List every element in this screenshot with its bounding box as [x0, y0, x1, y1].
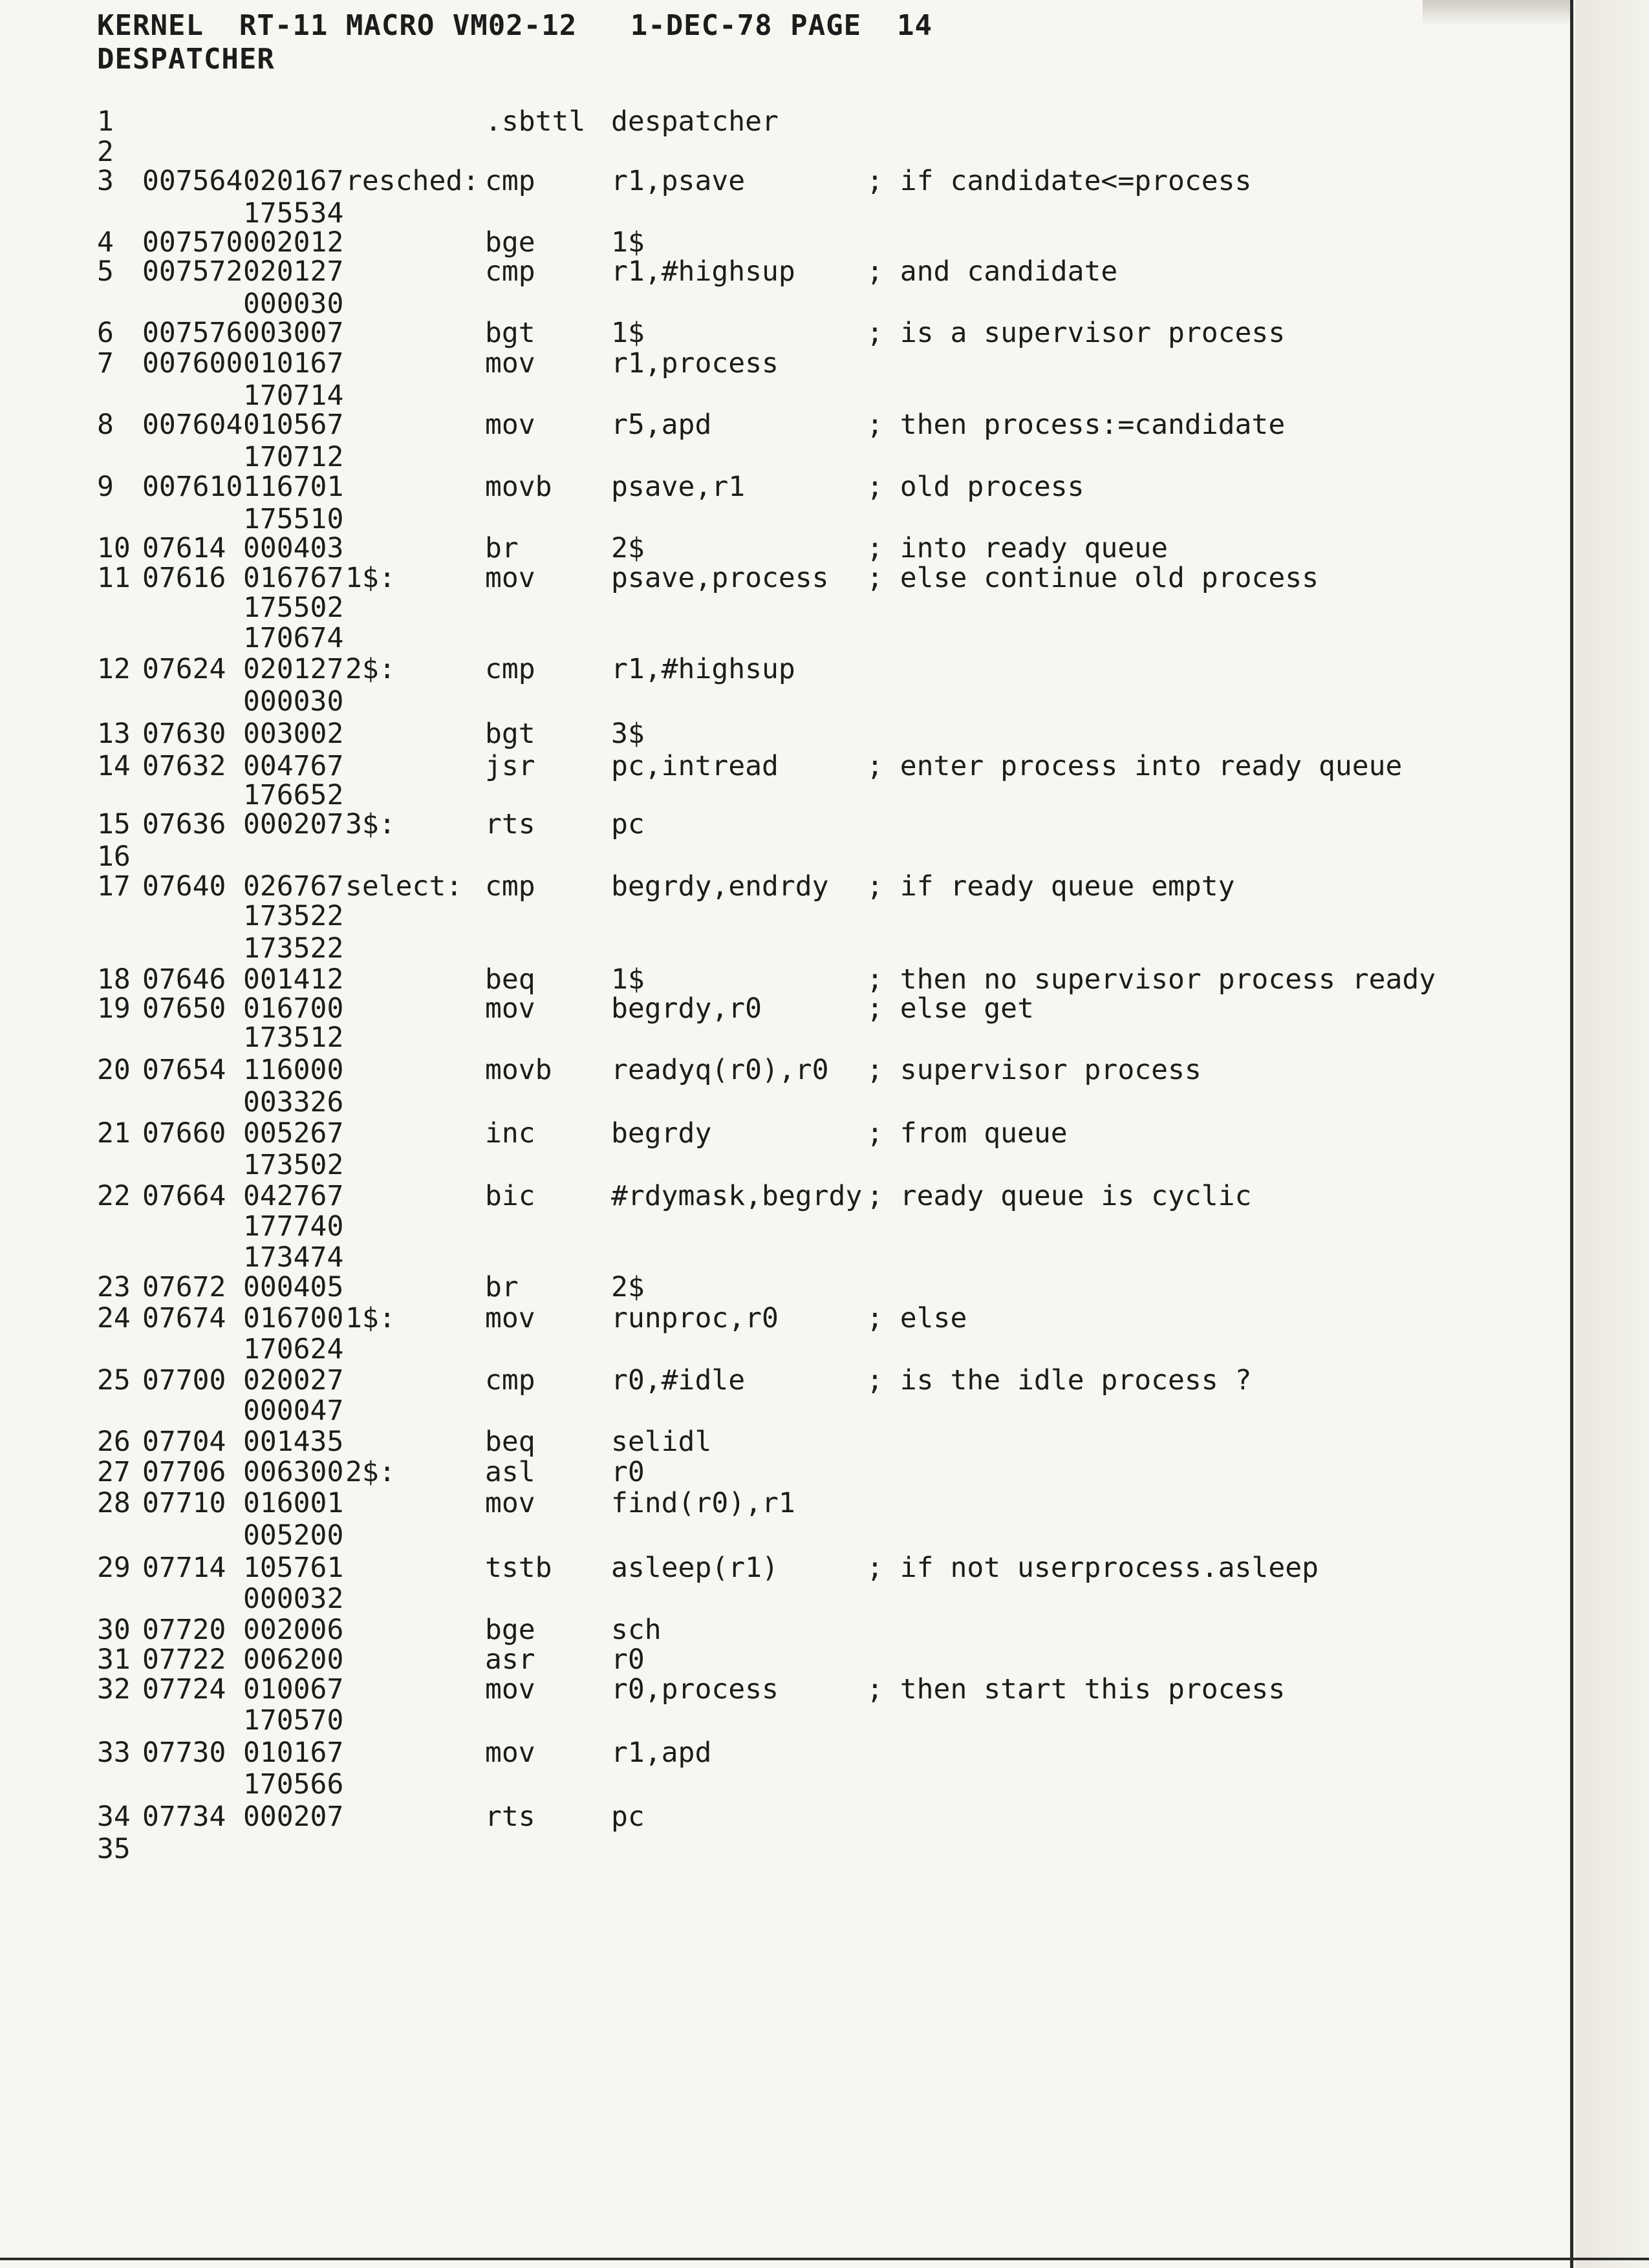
- operand: r1,#highsup: [611, 653, 795, 685]
- comment: ; from queue: [867, 1117, 1068, 1150]
- line-number: 22: [97, 1180, 131, 1212]
- line-number: 24: [97, 1302, 131, 1334]
- line-number: 4: [97, 226, 114, 259]
- operand: pc,intread: [611, 750, 779, 782]
- line-number: 25: [97, 1364, 131, 1396]
- opcode: bge: [485, 226, 535, 259]
- opcode: asr: [485, 1643, 535, 1676]
- address: 07614: [142, 532, 226, 564]
- operand: 1$: [611, 963, 645, 996]
- opcode: cmp: [485, 255, 535, 288]
- object-code: 177740: [243, 1210, 344, 1243]
- object-code: 173502: [243, 1149, 344, 1181]
- operand: psave,process: [611, 562, 829, 594]
- comment: ; if not userprocess.asleep: [867, 1552, 1319, 1584]
- comment: ; else get: [867, 992, 1034, 1025]
- address: 07650: [142, 992, 226, 1025]
- address: 007576: [142, 317, 243, 349]
- line-number: 3: [97, 165, 114, 197]
- address: 07654: [142, 1054, 226, 1086]
- line-number: 29: [97, 1552, 131, 1584]
- operand: readyq(r0),r0: [611, 1054, 829, 1086]
- opcode: mov: [485, 409, 535, 441]
- object-code: 170712: [243, 441, 344, 473]
- line-number: 8: [97, 409, 114, 441]
- line-number: 15: [97, 808, 131, 840]
- comment: ; else continue old process: [867, 562, 1319, 594]
- object-code: 173474: [243, 1241, 344, 1274]
- object-code: 170674: [243, 622, 344, 654]
- address: 007572: [142, 255, 243, 288]
- opcode: mov: [485, 992, 535, 1025]
- operand: r0,#idle: [611, 1364, 746, 1396]
- address: 07710: [142, 1487, 226, 1519]
- operand: 3$: [611, 718, 645, 750]
- object-code: 170570: [243, 1704, 344, 1737]
- object-code: 175502: [243, 592, 344, 624]
- opcode: movb: [485, 1054, 552, 1086]
- address: 07722: [142, 1643, 226, 1676]
- operand: r1,apd: [611, 1737, 712, 1769]
- operand: r0,process: [611, 1673, 779, 1706]
- address: 007564: [142, 165, 243, 197]
- object-code: 006200: [243, 1643, 344, 1676]
- comment: ; if candidate<=process: [867, 165, 1252, 197]
- address: 007600: [142, 347, 243, 380]
- object-code: 000403: [243, 532, 344, 564]
- operand: begrdy: [611, 1117, 712, 1150]
- opcode: br: [485, 532, 519, 564]
- line-number: 2: [97, 136, 114, 168]
- object-code: 026767: [243, 870, 344, 903]
- object-code: 175510: [243, 503, 344, 535]
- label: select:: [345, 870, 463, 903]
- operand: r5,apd: [611, 409, 712, 441]
- object-code: 116701: [243, 471, 344, 503]
- line-number: 1: [97, 105, 114, 138]
- address: 07632: [142, 750, 226, 782]
- object-code: 001412: [243, 963, 344, 996]
- operand: selidl: [611, 1426, 712, 1458]
- comment: ; and candidate: [867, 255, 1118, 288]
- operand: 1$: [611, 226, 645, 259]
- opcode: beq: [485, 1426, 535, 1458]
- comment: ; if ready queue empty: [867, 870, 1235, 903]
- object-code: 000030: [243, 685, 344, 718]
- object-code: 175534: [243, 197, 344, 230]
- object-code: 020027: [243, 1364, 344, 1396]
- comment: ; old process: [867, 471, 1084, 503]
- opcode: .sbttl: [485, 105, 586, 138]
- object-code: 005267: [243, 1117, 344, 1150]
- opcode: cmp: [485, 165, 535, 197]
- opcode: inc: [485, 1117, 535, 1150]
- line-number: 16: [97, 840, 131, 873]
- object-code: 016700: [243, 992, 344, 1025]
- scan-smudge: [1423, 0, 1570, 26]
- object-code: 010167: [243, 347, 344, 380]
- address: 07730: [142, 1737, 226, 1769]
- operand: psave,r1: [611, 471, 746, 503]
- label: 1$:: [345, 562, 396, 594]
- object-code: 000047: [243, 1395, 344, 1427]
- operand: pc: [611, 808, 645, 840]
- operand: asleep(r1): [611, 1552, 779, 1584]
- operand: 1$: [611, 317, 645, 349]
- line-number: 30: [97, 1614, 131, 1646]
- operand: r0: [611, 1643, 645, 1676]
- line-number: 5: [97, 255, 114, 288]
- opcode: mov: [485, 1487, 535, 1519]
- operand: 2$: [611, 532, 645, 564]
- object-code: 003002: [243, 718, 344, 750]
- object-code: 000207: [243, 808, 344, 840]
- object-code: 000405: [243, 1271, 344, 1303]
- comment: ; into ready queue: [867, 532, 1168, 564]
- operand: r0: [611, 1456, 645, 1488]
- comment: ; enter process into ready queue: [867, 750, 1403, 782]
- bottom-edge-rule: [0, 2258, 1649, 2260]
- opcode: bic: [485, 1180, 535, 1212]
- opcode: mov: [485, 1737, 535, 1769]
- comment: ; ready queue is cyclic: [867, 1180, 1252, 1212]
- address: 07724: [142, 1673, 226, 1706]
- label: 2$:: [345, 1456, 396, 1488]
- line-number: 34: [97, 1801, 131, 1833]
- object-code: 000207: [243, 1801, 344, 1833]
- operand: #rdymask,begrdy: [611, 1180, 863, 1212]
- object-code: 016001: [243, 1487, 344, 1519]
- address: 07700: [142, 1364, 226, 1396]
- operand: r1,#highsup: [611, 255, 795, 288]
- object-code: 020127: [243, 255, 344, 288]
- line-number: 19: [97, 992, 131, 1025]
- object-code: 004767: [243, 750, 344, 782]
- opcode: rts: [485, 808, 535, 840]
- opcode: rts: [485, 1801, 535, 1833]
- operand: 2$: [611, 1271, 645, 1303]
- object-code: 002006: [243, 1614, 344, 1646]
- line-number: 31: [97, 1643, 131, 1676]
- line-number: 14: [97, 750, 131, 782]
- object-code: 000032: [243, 1583, 344, 1615]
- object-code: 016700: [243, 1302, 344, 1334]
- address: 07646: [142, 963, 226, 996]
- opcode: movb: [485, 471, 552, 503]
- line-number: 10: [97, 532, 131, 564]
- address: 07704: [142, 1426, 226, 1458]
- line-number: 11: [97, 562, 131, 594]
- comment: ; supervisor process: [867, 1054, 1202, 1086]
- operand: find(r0),r1: [611, 1487, 795, 1519]
- object-code: 173522: [243, 900, 344, 932]
- line-number: 33: [97, 1737, 131, 1769]
- opcode: mov: [485, 562, 535, 594]
- line-number: 27: [97, 1456, 131, 1488]
- opcode: mov: [485, 1673, 535, 1706]
- line-number: 12: [97, 653, 131, 685]
- line-number: 35: [97, 1833, 131, 1865]
- address: 07664: [142, 1180, 226, 1212]
- operand: despatcher: [611, 105, 779, 138]
- object-code: 010067: [243, 1673, 344, 1706]
- object-code: 176652: [243, 779, 344, 811]
- object-code: 173522: [243, 932, 344, 965]
- address: 07720: [142, 1614, 226, 1646]
- line-number: 7: [97, 347, 114, 380]
- comment: ; else: [867, 1302, 967, 1334]
- line-number: 13: [97, 718, 131, 750]
- object-code: 042767: [243, 1180, 344, 1212]
- object-code: 020127: [243, 653, 344, 685]
- page-margin: [1575, 0, 1649, 2268]
- comment: ; then start this process: [867, 1673, 1286, 1706]
- object-code: 116000: [243, 1054, 344, 1086]
- object-code: 010167: [243, 1737, 344, 1769]
- object-code: 002012: [243, 226, 344, 259]
- line-number: 20: [97, 1054, 131, 1086]
- opcode: beq: [485, 963, 535, 996]
- object-code: 170566: [243, 1768, 344, 1801]
- page-header-title: KERNEL RT-11 MACRO VM02-12 1-DEC-78 PAGE 14: [97, 9, 933, 42]
- address: 07636: [142, 808, 226, 840]
- operand: r1,psave: [611, 165, 746, 197]
- comment: ; is a supervisor process: [867, 317, 1286, 349]
- address: 07672: [142, 1271, 226, 1303]
- comment: ; then process:=candidate: [867, 409, 1286, 441]
- line-number: 17: [97, 870, 131, 903]
- label: resched:: [345, 165, 480, 197]
- label: 3$:: [345, 808, 396, 840]
- object-code: 020167: [243, 165, 344, 197]
- comment: ; is the idle process ?: [867, 1364, 1252, 1396]
- object-code: 173512: [243, 1022, 344, 1054]
- address: 07630: [142, 718, 226, 750]
- opcode: jsr: [485, 750, 535, 782]
- address: 07714: [142, 1552, 226, 1584]
- object-code: 105761: [243, 1552, 344, 1584]
- label: 1$:: [345, 1302, 396, 1334]
- right-edge-rule: [1570, 0, 1573, 2268]
- operand: sch: [611, 1614, 662, 1646]
- opcode: mov: [485, 1302, 535, 1334]
- object-code: 016767: [243, 562, 344, 594]
- opcode: br: [485, 1271, 519, 1303]
- line-number: 21: [97, 1117, 131, 1150]
- comment: ; then no supervisor process ready: [867, 963, 1436, 996]
- operand: runproc,r0: [611, 1302, 779, 1334]
- address: 07734: [142, 1801, 226, 1833]
- opcode: bgt: [485, 317, 535, 349]
- object-code: 170714: [243, 380, 344, 412]
- opcode: bge: [485, 1614, 535, 1646]
- object-code: 003326: [243, 1086, 344, 1118]
- address: 07624: [142, 653, 226, 685]
- line-number: 9: [97, 471, 114, 503]
- opcode: asl: [485, 1456, 535, 1488]
- operand: begrdy,r0: [611, 992, 762, 1025]
- opcode: bgt: [485, 718, 535, 750]
- operand: r1,process: [611, 347, 779, 380]
- address: 07660: [142, 1117, 226, 1150]
- opcode: cmp: [485, 653, 535, 685]
- opcode: mov: [485, 347, 535, 380]
- line-number: 28: [97, 1487, 131, 1519]
- operand: begrdy,endrdy: [611, 870, 829, 903]
- operand: pc: [611, 1801, 645, 1833]
- object-code: 005200: [243, 1519, 344, 1552]
- object-code: 000030: [243, 288, 344, 320]
- line-number: 32: [97, 1673, 131, 1706]
- line-number: 18: [97, 963, 131, 996]
- object-code: 010567: [243, 409, 344, 441]
- object-code: 001435: [243, 1426, 344, 1458]
- address: 007604: [142, 409, 243, 441]
- address: 07674: [142, 1302, 226, 1334]
- address: 07706: [142, 1456, 226, 1488]
- address: 007570: [142, 226, 243, 259]
- address: 007610: [142, 471, 243, 503]
- section-title: DESPATCHER: [97, 43, 275, 76]
- object-code: 006300: [243, 1456, 344, 1488]
- line-number: 23: [97, 1271, 131, 1303]
- opcode: cmp: [485, 1364, 535, 1396]
- line-number: 6: [97, 317, 114, 349]
- address: 07640: [142, 870, 226, 903]
- address: 07616: [142, 562, 226, 594]
- label: 2$:: [345, 653, 396, 685]
- opcode: cmp: [485, 870, 535, 903]
- opcode: tstb: [485, 1552, 552, 1584]
- object-code: 170624: [243, 1333, 344, 1365]
- object-code: 003007: [243, 317, 344, 349]
- line-number: 26: [97, 1426, 131, 1458]
